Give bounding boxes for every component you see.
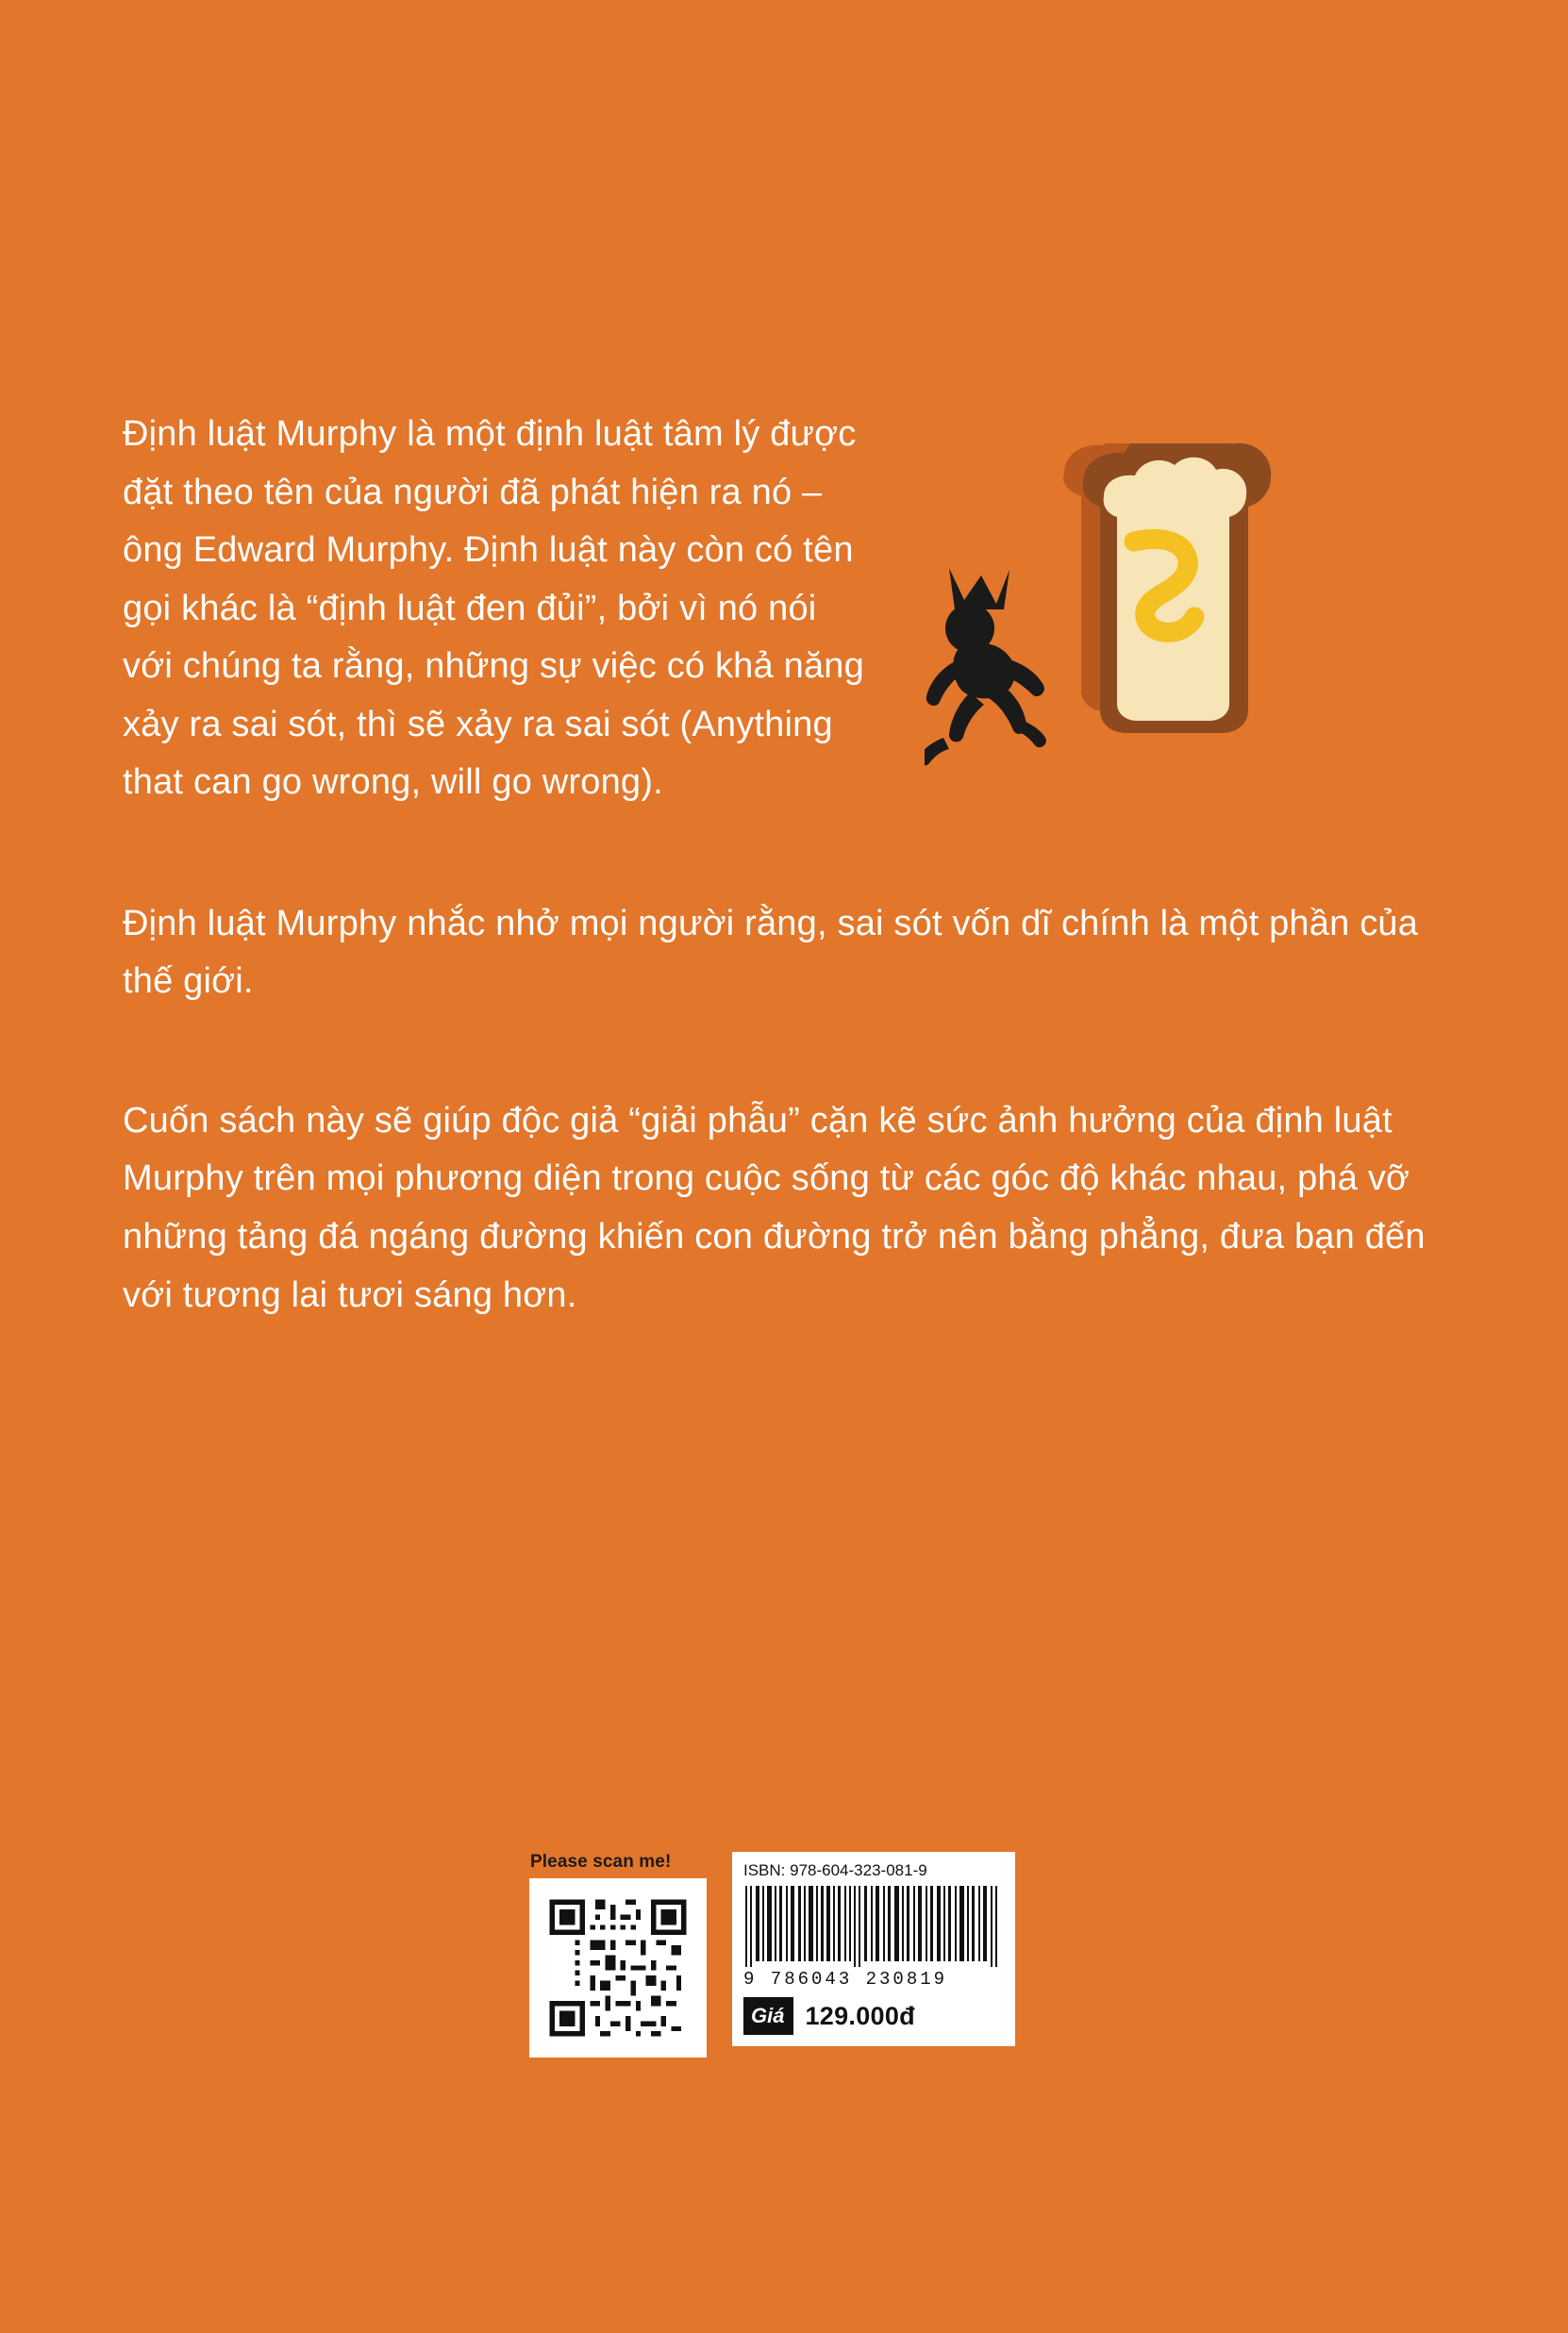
cover-footer [528, 1852, 1015, 2058]
paragraph-intro: Định luật Murphy là một định luật tâm lý được đặt theo tên của người đã phát hiện ra nó – ông Edward Murphy. Định luật này còn có tên gọi khác là “định luật đen đủi”, bởi vì nó nói với chúng ta rằng, những sự việc có khả năng xảy ra sai sót, thì sẽ xảy ra sai sót (Anything that can go wrong, will go wrong). [123, 414, 864, 803]
price-row [743, 1997, 1004, 2035]
price-value: 129.000đ [805, 2001, 915, 2030]
price-label: Giá [743, 1997, 793, 2035]
barcode-card [732, 1852, 1015, 2046]
isbn-label: ISBN: 978-604-323-081-9 [743, 1861, 927, 1879]
barcode-icon [743, 1886, 1004, 1967]
qr-caption: Please scan me! [530, 1852, 672, 1872]
paragraph-summary: Cuốn sách này sẽ giúp độc giả “giải phẫu” cặn kẽ sức ảnh hưởng của định luật Murphy trên mọi phương diện trong cuộc sống từ các góc độ khác nhau, phá vỡ những tảng đá ngáng đường khiến con đường trở nên bằng phẳng, đưa bạn đến với tương lai tươi sáng hơn. [123, 1100, 1426, 1315]
qr-code-icon[interactable] [529, 1878, 707, 2058]
qr-card [528, 1852, 708, 2058]
paragraph-reminder: Định luật Murphy nhắc nhở mọi người rằng, sai sót vốn dĩ chính là một phần của thế giới. [123, 903, 1419, 1002]
running-man-and-toast-illustration [925, 443, 1415, 840]
barcode-digits: 9 786043 230819 [743, 1969, 948, 1990]
running-figure [925, 568, 1046, 765]
